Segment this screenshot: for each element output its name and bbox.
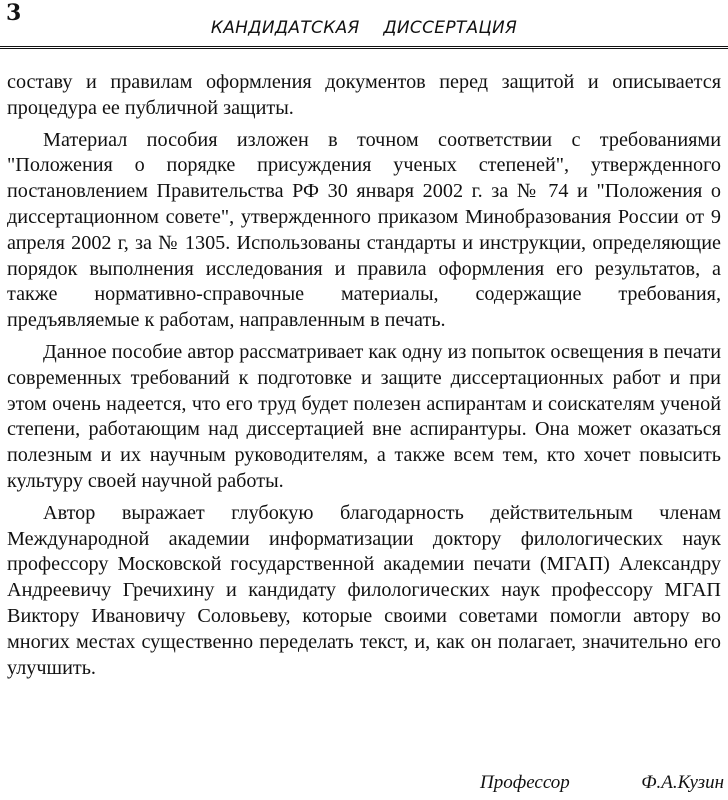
signature-name: Ф.А.Кузин bbox=[641, 772, 724, 793]
body-text bbox=[7, 70, 721, 687]
paragraph-3: Данное пособие автор рассматривает как одну из попыток освещения в печати современных требований к подготовке и защите диссертационных работ и при этом очень надеется, что его труд будет полезен аспирантам и соискателям ученой степени, работающим над диссертацией вне аспирантуры. Она может оказаться полезным и их научным руководителям, а также всем тем, кто хочет повысить культуру своей научной работы. bbox=[7, 340, 721, 492]
header-divider bbox=[0, 46, 728, 49]
paragraph-2: Материал пособия изложен в точном соответствии с требованиями "Положения о порядке присуждения ученых степеней", утвержденного постановлением Правительства РФ 30 января 2002 г. за № 74 и "Положения о диссертационном совете", утвержденного приказом Минобразования России от 9 апреля 2002 г, за № 1305. Использованы стандарты и инструкции, определяющие порядок выполнения исследования и правила оформления его результатов, а также нормативно-справочные материалы, содержащие требования, предъявляемые к работам, направленным в печать. bbox=[7, 128, 721, 332]
signature-title: Профессор bbox=[480, 772, 570, 793]
page-number: 3 bbox=[6, 0, 22, 26]
running-title: КАНДИДАТСКАЯ ДИССЕРТАЦИЯ bbox=[210, 18, 518, 38]
paragraph-4: Автор выражает глубокую благодарность действительным членам Международной академии информатизации доктору филологических наук профессору Московской государственной академии печати (МГАП) Александру Андреевичу Гречихину и кандидату филологических наук профессору МГАП Виктору Ивановичу Соловьеву, которые своими советами помогли автору во многих местах существенно переделать текст, и, как он полагает, значительно его улучшить. bbox=[7, 501, 721, 679]
signature-block bbox=[480, 772, 724, 794]
paragraph-1: составу и правилам оформления документов перед защитой и описывается процедура ее публичной защиты. bbox=[7, 71, 721, 119]
